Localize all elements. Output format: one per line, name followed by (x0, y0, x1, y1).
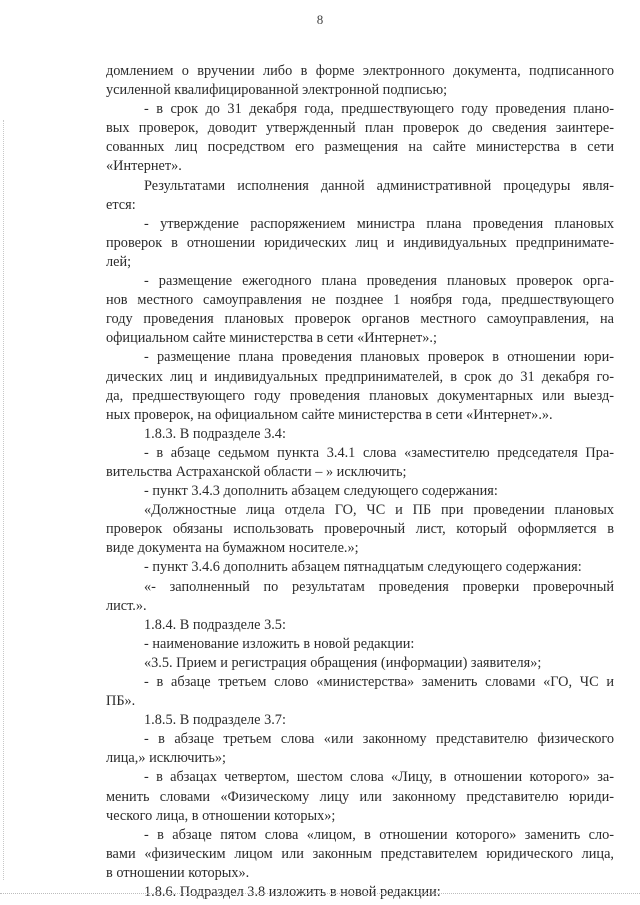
text-line: ных проверок, на официальном сайте министерства в сети «Интернет».». (106, 406, 553, 423)
text-line: - в абзаце седьмом пункта 3.4.1 слова «заместителю председателя Пра- (144, 444, 614, 461)
text-line: «3.5. Прием и регистрация обращения (информации) заявителя»; (144, 654, 542, 671)
text-line: - наименование изложить в новой редакции: (144, 635, 415, 652)
text-line: нов местного самоуправления не позднее 1 ноября года, предшествующего (106, 292, 614, 309)
text-line: - пункт 3.4.3 дополнить абзацем следующего содержания: (144, 483, 498, 500)
text-line: в отношении которых». (106, 864, 250, 881)
text-line: - в срок до 31 декабря года, предшествующего году проведения плано- (144, 101, 614, 118)
text-line: 1.8.4. В подразделе 3.5: (144, 616, 286, 633)
text-line: ПБ». (106, 693, 136, 710)
text-line: вительства Астраханской области – » исключить; (106, 463, 407, 480)
scan-edge-left (3, 120, 5, 880)
text-line: - пункт 3.4.6 дополнить абзацем пятнадцатым следующего содержания: (144, 559, 582, 576)
text-line: лей; (106, 253, 132, 270)
text-line: Результатами исполнения данной административной процедуры явля- (144, 177, 614, 194)
document-body (106, 62, 614, 902)
text-line: «- заполненный по результатам проведения проверки проверочный (144, 578, 614, 595)
text-line: проверок обязаны использовать проверочный лист, который оформляется в (106, 521, 614, 538)
scan-edge-bottom (0, 893, 640, 895)
text-line: лист.». (106, 597, 147, 614)
text-line: - в абзацах четвертом, шестом слова «Лицу, в отношении которого» за- (144, 769, 614, 786)
text-line: - размещение ежегодного плана проведения плановых проверок орга- (144, 273, 614, 290)
text-line: «Должностные лица отдела ГО, ЧС и ПБ при проведении плановых (144, 502, 614, 519)
text-line: - в абзаце третьем слово «министерства» заменить словами «ГО, ЧС и (144, 674, 614, 690)
text-line: ческого лица, в отношении которых»; (106, 807, 336, 824)
text-line: - размещение плана проведения плановых проверок в отношении юри- (144, 349, 614, 366)
text-line: - в абзаце третьем слова «или законному представителю физического (144, 731, 614, 748)
text-line: вами «физическим лицом или законным представителем юридического лица, (106, 845, 614, 862)
text-line: 1.8.6. Подраздел 3.8 изложить в новой редакции: (144, 884, 441, 901)
text-line: да, предшествующего году проведения плановых документарных или выезд- (106, 387, 614, 404)
text-line: ется: (106, 196, 136, 213)
text-line: - в абзаце пятом слова «лицом, в отношении которого» заменить сло- (144, 826, 614, 843)
text-line: официальном сайте министерства в сети «Интернет».; (106, 330, 437, 347)
text-line: «Интернет». (106, 158, 182, 175)
page-number: 8 (316, 12, 324, 27)
text-line: проверок в отношении юридических лиц и индивидуальных предпринимате- (106, 234, 614, 251)
text-line: лица,» исключить»; (106, 750, 227, 767)
text-line: дических лиц и индивидуальных предпринимателей, в срок до 31 декабря го- (106, 368, 614, 385)
text-line: менить словами «Физическому лицу или законному представителю юриди- (106, 788, 614, 805)
text-line: виде документа на бумажном носителе.»; (106, 540, 359, 557)
text-line: домлением о вручении либо в форме электронного документа, подписанного (106, 63, 614, 79)
text-line: сованных лиц посредством его размещения на сайте министерства в сети (106, 139, 614, 156)
text-line: вых проверок, доводит утвержденный план проверок до сведения заинтере- (106, 120, 614, 137)
text-line: году проведения плановых проверок органов местного самоуправления, на (106, 311, 614, 328)
text-line: - утверждение распоряжением министра плана проведения плановых (144, 215, 614, 232)
text-line: 1.8.5. В подразделе 3.7: (144, 712, 286, 729)
text-line: усиленной квалифицированной электронной подписью; (106, 82, 448, 99)
text-line: 1.8.3. В подразделе 3.4: (144, 425, 286, 442)
